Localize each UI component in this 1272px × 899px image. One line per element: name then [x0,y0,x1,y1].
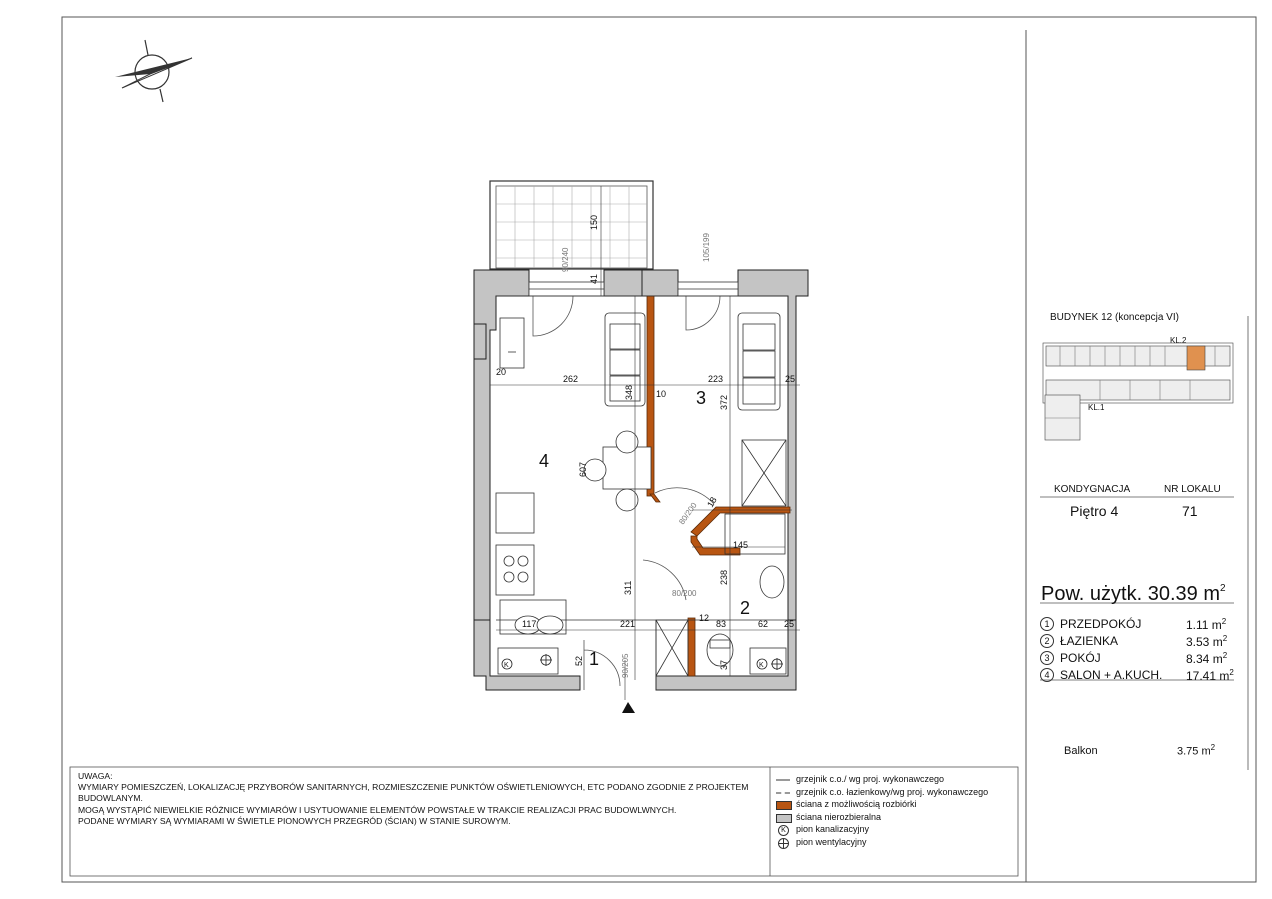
room-row-4 [1040,668,1240,686]
floor-value: Piętro 4 [1070,503,1119,519]
floor-header: KONDYGNACJA [1054,484,1131,495]
room-area-sup: 2 [1222,651,1228,660]
keyplan [1043,343,1233,440]
dim-partition: 10 [656,389,667,399]
dim-room3-depth-b: 372 [719,394,729,410]
legend-label: grzejnik c.o./ wg proj. wykonawczego [796,774,945,784]
dim-wall-left: 20 [496,367,507,377]
notes-block [78,771,768,827]
unit-header: NR LOKALU [1164,484,1221,495]
room-name: SALON + A.KUCH. [1060,668,1163,682]
legend-label: pion kanalizacyjny [796,824,870,834]
room-area [1186,634,1227,649]
room-area-sup: 2 [1229,668,1234,677]
dim-bottom-small: 52 [574,655,584,666]
keyplan-building-label: BUDYNEK 12 (koncepcja VI) [1050,312,1179,323]
unit-value: 71 [1182,503,1198,519]
dim-balcony-depth: 150 [589,214,599,230]
entry-marker [622,702,635,713]
total-area [1041,583,1226,606]
dim-window-room3: 105/199 [702,233,711,262]
riser-k-right: K [759,662,764,669]
dim-bath-bottom: 37 [719,659,729,670]
dim-corner: 18 [705,495,719,509]
legend-swatch [776,814,792,823]
balcony-label: Balkon [1064,745,1098,757]
legend-swatch: K [778,825,789,836]
dim-living-width: 262 [563,374,579,384]
room-row-3 [1040,651,1240,669]
dim-wall-right2: 25 [784,619,795,629]
legend-label: ściana z możliwością rozbiórki [796,799,917,809]
room-area [1186,668,1234,683]
dim-hall-width: 221 [620,619,636,629]
dim-wall-right: 25 [785,374,796,384]
dim-living-depth: 607 [578,461,588,477]
dim-bath-width: 145 [733,540,749,550]
room-label-1: 1 [589,649,600,669]
legend-swatch [776,801,792,810]
room-label-2: 2 [740,598,751,618]
keyplan-stair-2: KL.2 [1170,336,1187,345]
dim-door-bath: 80/200 [672,589,697,598]
room-area-sup: 2 [1221,617,1227,626]
notes-line-1: WYMIARY POMIESZCZEŃ, LOKALIZACJĘ PRZYBORÓW SANITARNYCH, ROZMIESZCZENIE PUNKTÓW OŚWIETLENIOWYCH, ETC PODANO ZGODNIE Z PROJEKTEM BUDOWLANYM. [78,782,749,804]
north-arrow [115,40,192,102]
dim-entry-door: 90/205 [621,653,630,678]
room-name: PRZEDPOKÓJ [1060,617,1142,631]
dim-hall-depth: 311 [623,580,633,595]
legend-swatch [776,792,790,794]
legend-label: pion wentylacyjny [796,836,867,847]
room-number: 3 [1040,651,1054,665]
total-area-unit-sup: 2 [1219,583,1226,594]
legend-label: ściana nierozbieralna [796,811,882,822]
room-area-value: 1.11 m [1186,618,1222,632]
total-area-label: Pow. użytk. 30.39 m [1041,583,1220,605]
dim-door-room3: 80/200 [677,500,699,527]
keyplan-stair-1: KL.1 [1088,403,1105,412]
room-label-4: 4 [539,451,550,471]
balcony [490,181,653,269]
legend-label: grzejnik c.o. łazienkowy/wg proj. wykonawczego [796,786,989,797]
dim-room3-depth-a: 348 [624,384,634,400]
legend-item [776,837,1036,849]
legend-swatch [778,838,789,849]
balcony-area [1177,743,1215,758]
room-number: 1 [1040,617,1054,631]
balcony-area-value: 3.75 m [1177,745,1211,758]
legend-item [776,774,1036,786]
riser-symbols [502,654,783,670]
dim-bath-w2: 83 [716,619,727,629]
room-area-value: 8.34 m [1186,652,1223,666]
dim-bath-depth: 238 [719,569,729,585]
room-number: 4 [1040,668,1054,682]
dim-balcony-door: 90/240 [561,247,570,272]
room-area-value: 17.41 m [1186,669,1230,683]
dim-balcony-wall: 41 [589,273,599,284]
dim-kitchen-w: 117 [522,619,537,629]
legend-item [776,787,1036,799]
dim-bath-w3: 62 [758,619,769,629]
room-number: 2 [1040,634,1054,648]
room-row-2 [1040,634,1240,652]
room-label-3: 3 [696,388,707,408]
room-row-1 [1040,617,1240,635]
room-area-value: 3.53 m [1186,635,1223,649]
room-area [1186,651,1227,666]
room-name: ŁAZIENKA [1060,634,1119,648]
room-area [1186,617,1226,632]
riser-k-left: K [504,662,509,669]
dim-room3-width: 223 [708,374,724,384]
room-name: POKÓJ [1060,651,1101,665]
legend-item [776,799,1036,811]
legend-item [776,812,1036,824]
notes-title: UWAGA: [78,771,113,781]
legend-item [776,824,1036,836]
room-area-sup: 2 [1222,634,1228,643]
dim-bath-wall: 12 [699,613,710,623]
notes-line-3: PODANE WYMIARY SĄ WYMIARAMI W ŚWIETLE PIONOWYCH PRZEGRÓD (ŚCIAN) W STANIE SUROWYM. [78,815,511,826]
notes-line-2: MOGĄ WYSTĄPIĆ NIEWIELKIE RÓŻNICE WYMIARÓW I USYTUOWANIE ELEMENTÓW POWSTAŁE W TRAKCIE REALIZACJI PRAC BUDOWLWNYCH. [78,804,677,815]
balcony-area-sup: 2 [1210,743,1216,752]
legend-swatch [776,779,790,781]
